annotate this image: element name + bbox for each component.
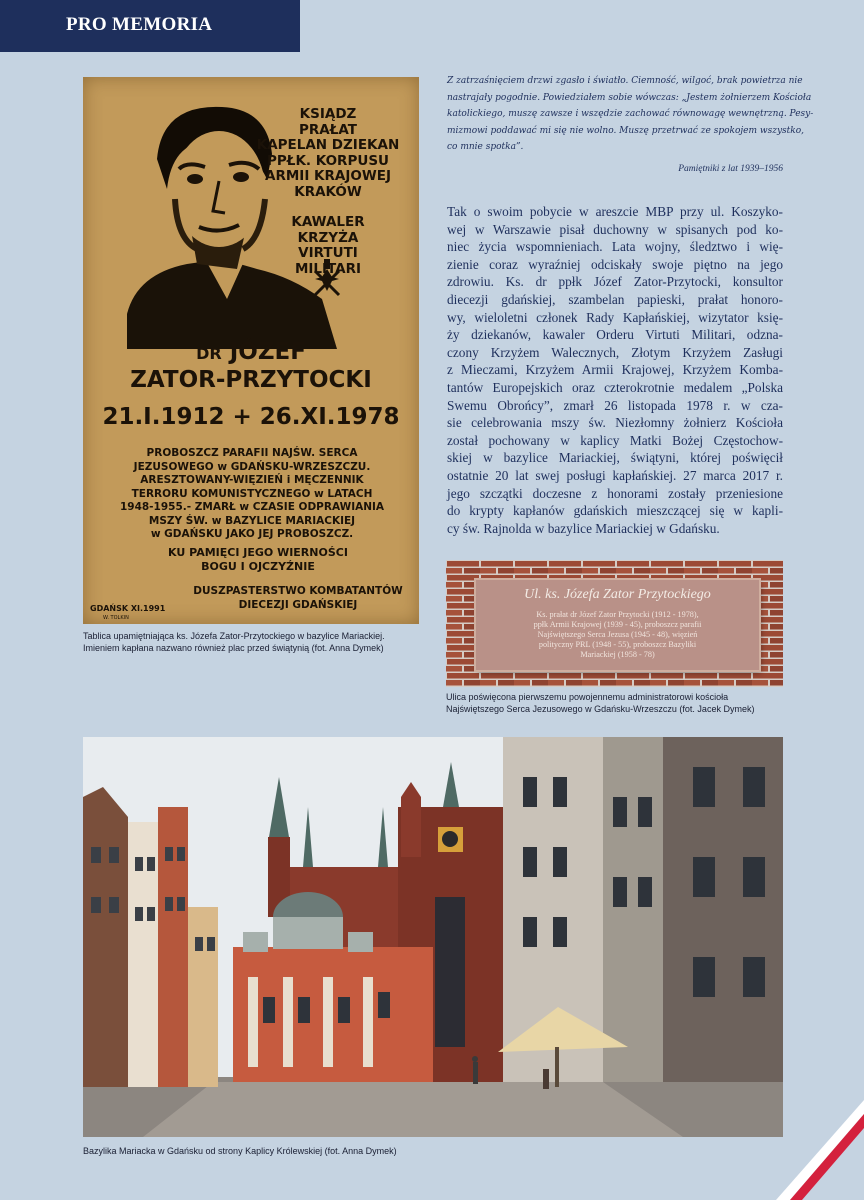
plaque-titles (243, 107, 413, 200)
body-line: Swemu Obrońcy”, zmarł 26 listopada 1978 r. w cza- (447, 397, 783, 413)
plaque-line: KSIĄDZ (299, 106, 357, 122)
plaque-line: TERRORU KOMUNISTYCZNEGO w LATACH (131, 487, 373, 500)
plaque-line: ARESZTOWANY-WIĘZIEŃ i MĘCZENNIK (140, 474, 364, 486)
street-scene-illustration (83, 737, 783, 1137)
plaque-line: VIRTUTI (298, 245, 358, 261)
plaque-dates: 21.I.1912 + 26.XI.1978 (102, 404, 400, 430)
street-sign-line: polityczny PRL (1948 - 55), proboszcz Bazyliki (538, 640, 697, 649)
street-sign-line: ppłk Armii Krajowej (1939 - 45), proboszcz parafii (533, 620, 702, 629)
caption-line: Imieniem kapłana nazwano również plac przed świątynią (fot. Anna Dymek) (83, 642, 384, 653)
plaque-name-prefix: DR (196, 344, 222, 363)
body-line: ży dziekanów, kawaler Orderu Virtuti Militari, odzna- (447, 327, 783, 343)
body-line: skiej w bazylice Mariackiej, świątyni, której poświęcił (447, 450, 783, 466)
plaque-name-last: ZATOR-PRZYTOCKI (130, 367, 372, 393)
body-line: wej w Warszawie pisał duchowny w spisanych pod ko- (447, 221, 783, 237)
plaque-founder (183, 585, 413, 612)
body-line: niec życia wspomnieniach. Lata wojny, śledztwo i wię- (447, 239, 783, 255)
photo-caption (83, 1146, 397, 1158)
plaque-name (89, 339, 413, 394)
memorial-plaque-image (83, 77, 419, 624)
section-title: PRO MEMORIA (66, 14, 213, 35)
body-line: wy, wieloletni członek Rady Kapłańskiej, wizytator księ- (447, 309, 783, 325)
plaque-line: PROBOSZCZ PARAFII NAJŚW. SERCA (146, 447, 358, 459)
plaque-place-date: GDAŃSK XI.1991 (90, 604, 166, 613)
body-line: sie celebrowania mszy św. Niezłomny żołnierz Kościoła (447, 415, 783, 431)
street-sign-line: Mariackiej (1958 - 78) (580, 650, 655, 659)
body-line: tantów Europejskich oraz czterokrotnie medalem „Polska (447, 379, 783, 395)
street-sign-line: Ks. prałat dr Józef Zator Przytocki (1912 - 1978), (536, 610, 699, 619)
body-line: Tak o swoim pobycie w areszcie MBP przy ul. Koszyko- (447, 204, 783, 219)
quote-line: katolickiego, muszę zawsze i wszędzie zachować równowagę wewnętrzną. Pesy- (447, 109, 814, 119)
plaque-line: BOGU I OJCZYŹNIE (201, 559, 315, 573)
street-caption (446, 692, 754, 715)
plaque-line: MSZY ŚW. w BAZYLICE MARIACKIEJ (148, 514, 356, 527)
body-line: zienie coraz wyraźniej odciskały swoje piętno na jego (447, 256, 783, 272)
plaque-line: ARMII KRAJOWEJ (265, 168, 391, 184)
plaque-line: PRAŁAT (298, 121, 357, 138)
quote-line: nastrajały pogodnie. Powiedziałem sobie wówczas: „Jestem żołnierzem Kościoła (447, 92, 812, 103)
plaque-line: JEZUSOWEGO w GDAŃSKU-WRZESZCZU. (133, 460, 371, 473)
body-line: został pochowany w kaplicy Matki Bożej Częstochow- (447, 432, 783, 448)
body-line: diecezji gdańskiej, szambelan papieski, prałat honoro- (447, 291, 783, 307)
plaque-line: PPŁK. KORPUSU (266, 152, 389, 169)
street-sign-photo (446, 560, 783, 687)
quote-line: Z zatrzaśnięciem drzwi zgasło i światło. Ciemność, wilgoć, brak powietrza nie (447, 76, 803, 86)
plaque-line: DUSZPASTERSTWO KOMBATANTÓW (193, 585, 403, 597)
plaque-line: DIECEZJI GDAŃSKIEJ (238, 598, 358, 611)
body-line: ostatnie 20 lat swej posługi kapłańskiej. 27 marca 2017 r. (447, 467, 783, 483)
plaque-caption (83, 631, 385, 654)
caption-line: Tablica upamiętniająca ks. Józefa Zator-Przytockiego w bazylice Mariackiej. (83, 631, 385, 641)
plaque-kawaler (268, 215, 388, 277)
body-line: jego szczątki doczesne z honorami zostały przeniesione (447, 485, 783, 501)
plaque-memory (123, 546, 393, 573)
plaque-name-first: JÓZEF (229, 339, 306, 365)
body-line: czony Krzyżem Walecznych, Złotym Krzyżem Zasługi (447, 344, 783, 360)
article-body (447, 203, 783, 537)
quote-line: mizmowi poddawać mi się nie wolno. Muszę przetrwać ze spokojem wszystko, (447, 125, 804, 136)
body-line: zdrowiu. Ks. dr ppłk Józef Zator-Przytocki, konsultor (447, 274, 783, 290)
plaque-line: KAPELAN DZIEKAN (256, 137, 400, 153)
memoir-quote (447, 73, 814, 156)
plaque-line: KRZYŻA (297, 229, 359, 246)
street-sign-line: Najświętszego Serca Jezusa (1945 - 48), więzień (537, 630, 698, 639)
plaque-line: KRAKÓW (294, 183, 362, 200)
quote-line: co mnie spotka”. (447, 142, 524, 152)
section-header (0, 0, 300, 52)
body-line: do krypty kapłanów gdańskich mieszczącej się w kapli- (447, 503, 783, 519)
body-line: z Mieczami, Krzyżem Armii Krajowej, Krzyżem Komba- (447, 362, 783, 378)
plaque-line: MILITARI (294, 260, 362, 277)
plaque-line: 1948-1955.- ZMARŁ w CZASIE ODPRAWIANIA (119, 501, 385, 513)
basilica-photo (83, 737, 783, 1137)
plaque-line: KU PAMIĘCI JEGO WIERNOŚCI (168, 546, 348, 559)
plaque-biography (97, 447, 407, 542)
caption-line: Najświętszego Serca Jezusowego w Gdańsku-Wrzeszczu (fot. Jacek Dymek) (446, 703, 755, 714)
body-line: cy św. Rajnolda w bazylice Mariackiej w Gdańsku. (447, 520, 720, 536)
street-name: Ul. ks. Józefa Zator Przytockiego (524, 587, 711, 602)
plaque-signature: W. TOLKIN (103, 615, 129, 621)
caption-line: Ulica poświęcona pierwszemu powojennemu administratorowi kościoła (446, 692, 729, 702)
plaque-line: w GDAŃSKU JAKO JEJ PROBOSZCZ. (150, 528, 354, 540)
quote-source: Pamiętniki z lat 1939–1956 (678, 164, 783, 174)
plaque-line: KAWALER (291, 214, 365, 230)
caption-line: Bazylika Mariacka w Gdańsku od strony Kaplicy Królewskiej (fot. Anna Dymek) (83, 1146, 397, 1156)
street-name-plate (476, 580, 759, 670)
